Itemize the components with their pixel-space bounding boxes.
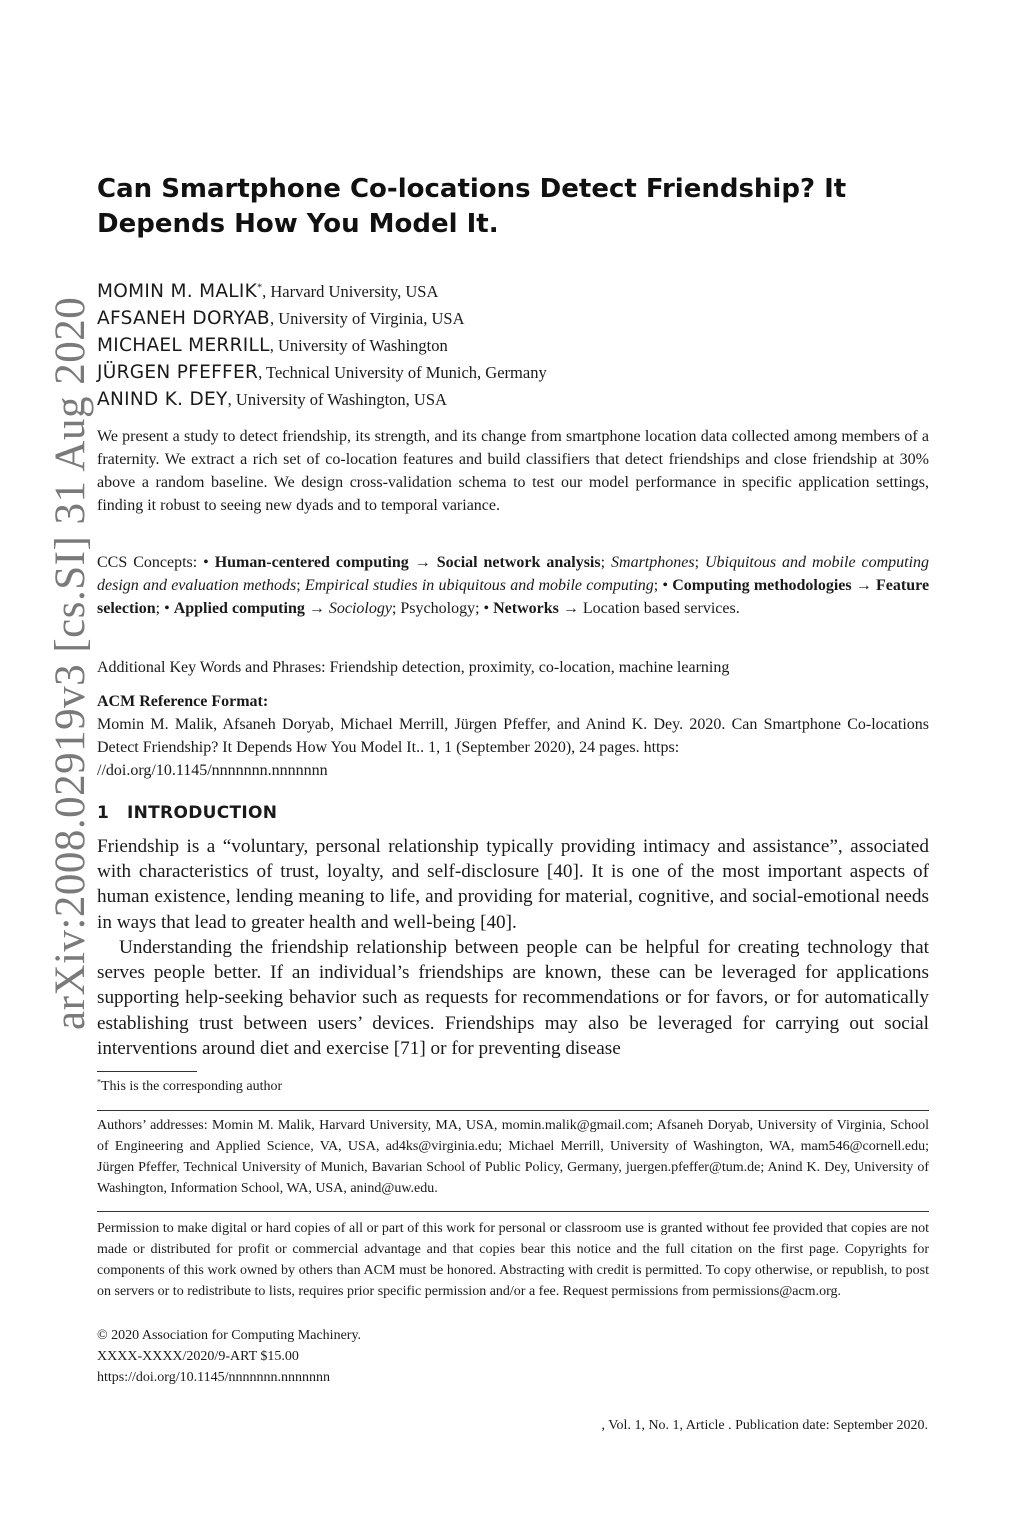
ccs-concept: Smartphones (611, 554, 695, 571)
ccs-concept: Computing methodologies (672, 577, 852, 594)
price-line: XXXX-XXXX/2020/9-ART $15.00 (97, 1349, 299, 1364)
author-marker: * (257, 282, 263, 294)
abstract: We present a study to detect friendship, its strength, and its change from smartphone location data collected among members of a fraternity. We extract a rich set of co-location features and build classifiers that detect friendships and close friendship at 30% above a random baseline. We design cross-validation schema to test our model performance in specific application settings, finding it robust to seeing new dyads and to temporal variance. (97, 428, 929, 514)
intro-paragraph-2: Understanding the friendship relationship between people can be helpful for creating technology that serves people better. If an individual’s friendships are known, these can be leveraged for applications supporting help-seeking behavior such as requests for recommendations or for favors, or for automatically establishing trust between users’ devices. Friendships may also be leveraged for carrying out social interventions around diet and exercise [71] or for preventing disease (97, 937, 929, 1059)
author-affiliation: , University of Washington (269, 336, 448, 355)
addresses-divider (97, 1110, 929, 1111)
paper-title (97, 172, 857, 242)
ccs-concept: Psychology (400, 600, 476, 617)
acm-reference-text: Momin M. Malik, Afsaneh Doryab, Michael Merrill, Jürgen Pfeffer, and Anind K. Dey. 2020. Can Smartphone Co-locations Detect Friendship? It Depends How You Model It.. 1, 1 (September 2020), 24 pages. https: (97, 716, 929, 756)
author-2 (97, 305, 937, 332)
author-affiliation: , Harvard University, USA (262, 282, 439, 301)
footnote-divider (97, 1071, 197, 1072)
footnote-marker: * (97, 1077, 101, 1087)
author-affiliation: , University of Virginia, USA (269, 309, 465, 328)
author-name: ANIND K. DEY (97, 389, 228, 410)
copyright-line: © 2020 Association for Computing Machinery. (97, 1328, 362, 1343)
acm-reference-doi[interactable]: //doi.org/10.1145/nnnnnnn.nnnnnnn (97, 762, 328, 779)
ccs-concept: Human-centered computing (214, 554, 409, 571)
section-heading-introduction (97, 803, 277, 823)
section-number: 1 (97, 803, 110, 823)
ccs-concept: Sociology (328, 600, 392, 617)
author-name: AFSANEH DORYAB (97, 308, 270, 329)
title-line-2: Depends How You Model It. (97, 209, 499, 239)
acm-reference-label: ACM Reference Format: (97, 693, 269, 710)
ccs-concept: Feature selection (97, 577, 930, 617)
footnote-text: This is the corresponding author (101, 1079, 283, 1094)
author-3 (97, 332, 937, 359)
permission-notice: Permission to make digital or hard copies of all or part of this work for personal or classroom use is granted without fee provided that copies are not made or distributed for profit or commercial advantage and that copies bear this notice and the full citation on the first page. Copyrights for components of this work owned by others than ACM must be honored. Abstracting with credit is permitted. To copy otherwise, or republish, to post on servers or to redistribute to lists, requires prior specific permission and/or a fee. Request permissions from permissions@acm.org. (97, 1221, 929, 1299)
permission-divider (97, 1211, 929, 1212)
ccs-concept: Ubiquitous and mobile computing design and evaluation methods (97, 554, 930, 594)
author-5 (97, 386, 937, 413)
title-line-1: Can Smartphone Co-locations Detect Friendship? It (97, 174, 847, 204)
author-addresses: Authors’ addresses: Momin M. Malik, Harvard University, MA, USA, momin.malik@gmail.com; Afsaneh Doryab, University of Virginia, School of Engineering and Applied Science, VA, USA, ad4ks@virginia.edu; Michael Merrill, University of Washington, WA, mam546@cornell.edu; Jürgen Pfeffer, Technical University of Munich, Bavarian School of Public Policy, Germany, juergen.pfeffer@tum.de; Anind K. Dey, University of Washington, Information School, WA, USA, anind@uw.edu. (97, 1118, 929, 1196)
ccs-concept: Applied computing (173, 600, 305, 617)
author-1 (97, 278, 937, 305)
copyright-block (97, 1325, 929, 1388)
keywords: Additional Key Words and Phrases: Friendship detection, proximity, co-location, machine learning (97, 659, 730, 676)
intro-paragraph-1: Friendship is a “voluntary, personal relationship typically providing intimacy and assistance”, associated with characteristics of trust, loyalty, and self-disclosure [40]. It is one of the most important aspects of human existence, lending meaning to life, and providing for material, cognitive, and social-emotional needs in ways that lead to greater health and well-being [40]. (97, 836, 929, 933)
arxiv-stamp: arXiv:2008.02919v3 [cs.SI] 31 Aug 2020 (47, 296, 94, 1030)
section-title: INTRODUCTION (127, 803, 278, 823)
footnote (97, 1077, 282, 1096)
ccs-concepts: CCS Concepts: • Human-centered computing → Social network analysis; Smartphones; Ubiquitous and mobile computing design and evaluation methods; Empirical studies in ubiquitous and mobile computing; • Computing methodologies → Feature selection; • Applied computing → Sociology; Psychology; • Networks → Location based services. (97, 554, 930, 617)
acm-reference-format (97, 690, 929, 782)
author-list (97, 278, 937, 413)
doi-link[interactable]: https://doi.org/10.1145/nnnnnnn.nnnnnnn (97, 1370, 330, 1385)
ccs-concept: Social network analysis (436, 554, 601, 571)
ccs-prefix: CCS Concepts: • (97, 554, 215, 571)
publication-info: , Vol. 1, No. 1, Article . Publication date: September 2020. (601, 1418, 928, 1433)
author-name: MOMIN M. MALIK (97, 281, 258, 302)
author-affiliation: , University of Washington, USA (227, 390, 447, 409)
ccs-concept: Location based services. (582, 600, 740, 617)
ccs-concept: Networks (493, 600, 559, 617)
author-4 (97, 359, 937, 386)
author-affiliation: , Technical University of Munich, Germany (258, 363, 547, 382)
ccs-concept: Empirical studies in ubiquitous and mobile computing (304, 577, 654, 594)
author-name: MICHAEL MERRILL (97, 335, 270, 356)
author-name: JÜRGEN PFEFFER (97, 362, 259, 383)
